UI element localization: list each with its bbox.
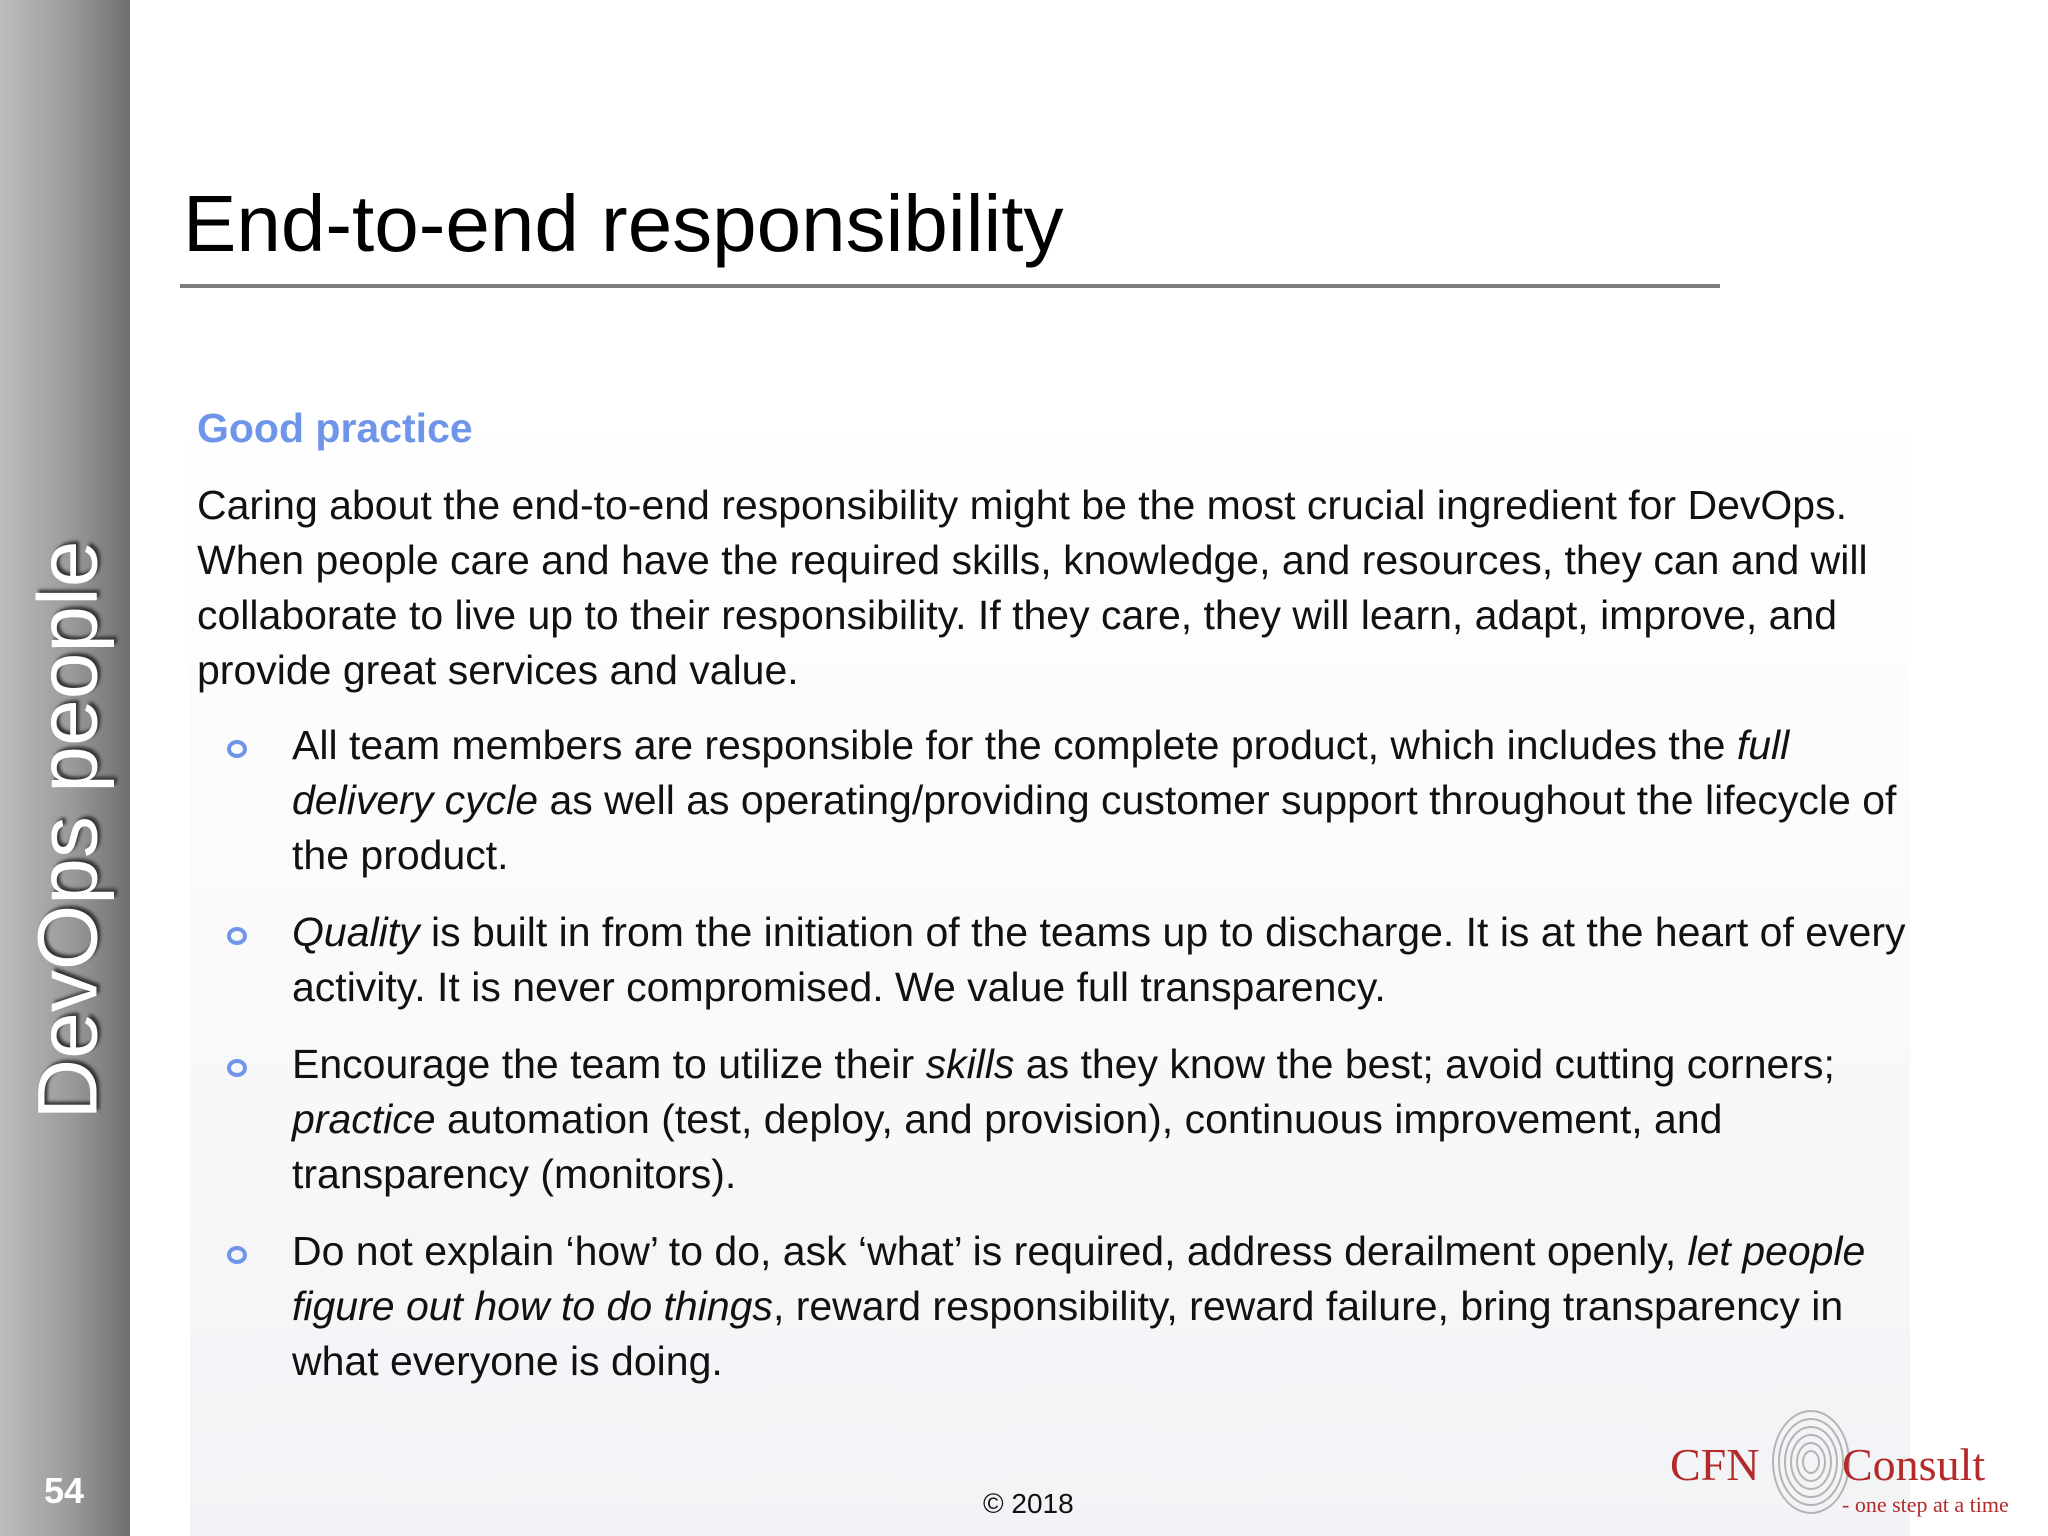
page-title: End-to-end responsibility bbox=[183, 179, 1064, 268]
bullet-list bbox=[197, 718, 1937, 1411]
bullet-emphasis: full delivery cycle bbox=[292, 722, 1790, 823]
bullet-text: Do not explain ‘how’ to do, ask ‘what’ is required, address derailment openly, bbox=[292, 1228, 1688, 1274]
list-item bbox=[197, 1037, 1937, 1202]
list-item bbox=[197, 718, 1937, 883]
title-divider bbox=[180, 284, 1720, 288]
bullet-emphasis: skills bbox=[925, 1041, 1015, 1087]
bullet-circle-icon bbox=[227, 927, 247, 945]
copyright: © 2018 bbox=[983, 1488, 1074, 1519]
bullet-circle-icon bbox=[227, 740, 247, 758]
company-logo bbox=[1670, 1400, 2030, 1520]
bullet-text: as well as operating/providing customer support throughout the lifecycle of the product. bbox=[292, 777, 1897, 878]
bullet-text: Encourage the team to utilize their bbox=[292, 1041, 926, 1087]
bullet-emphasis: practice bbox=[292, 1096, 436, 1142]
bullet-text: , reward responsibility, reward failure, bring transparency in what everyone is doing. bbox=[292, 1283, 1844, 1384]
bullet-emphasis: let people figure out how to do things bbox=[292, 1228, 1866, 1329]
sidebar bbox=[0, 0, 130, 1536]
page-number: 54 bbox=[44, 1470, 85, 1511]
logo-cfn-text: CFN bbox=[1670, 1439, 1760, 1490]
section-heading: Good practice bbox=[197, 405, 473, 451]
logo-tagline: - one step at a time bbox=[1842, 1492, 2009, 1517]
logo-consult-text: Consult bbox=[1842, 1439, 1986, 1490]
bullet-text: automation (test, deploy, and provision), continuous improvement, and transparency (monitors). bbox=[292, 1096, 1723, 1197]
bullet-text: is built in from the initiation of the teams up to discharge. It is at the heart of every activity. It is never compromised. We value full transparency. bbox=[292, 909, 1906, 1010]
bullet-circle-icon bbox=[227, 1246, 247, 1264]
bullet-emphasis: Quality bbox=[292, 909, 420, 955]
list-item bbox=[197, 905, 1937, 1015]
bullet-text: All team members are responsible for the complete product, which includes the bbox=[292, 722, 1737, 768]
intro-paragraph: Caring about the end-to-end responsibility might be the most crucial ingredient for DevOps. When people care and have the required skills, knowledge, and resources, they can and will collaborate to live up to their responsibility. If they care, they will learn, adapt, improve, and provide great services and value. bbox=[197, 482, 1868, 693]
list-item bbox=[197, 1224, 1937, 1389]
bullet-circle-icon bbox=[227, 1059, 247, 1077]
bullet-text: as they know the best; avoid cutting corners; bbox=[1014, 1041, 1835, 1087]
section-label: DevOps people bbox=[20, 540, 115, 1120]
